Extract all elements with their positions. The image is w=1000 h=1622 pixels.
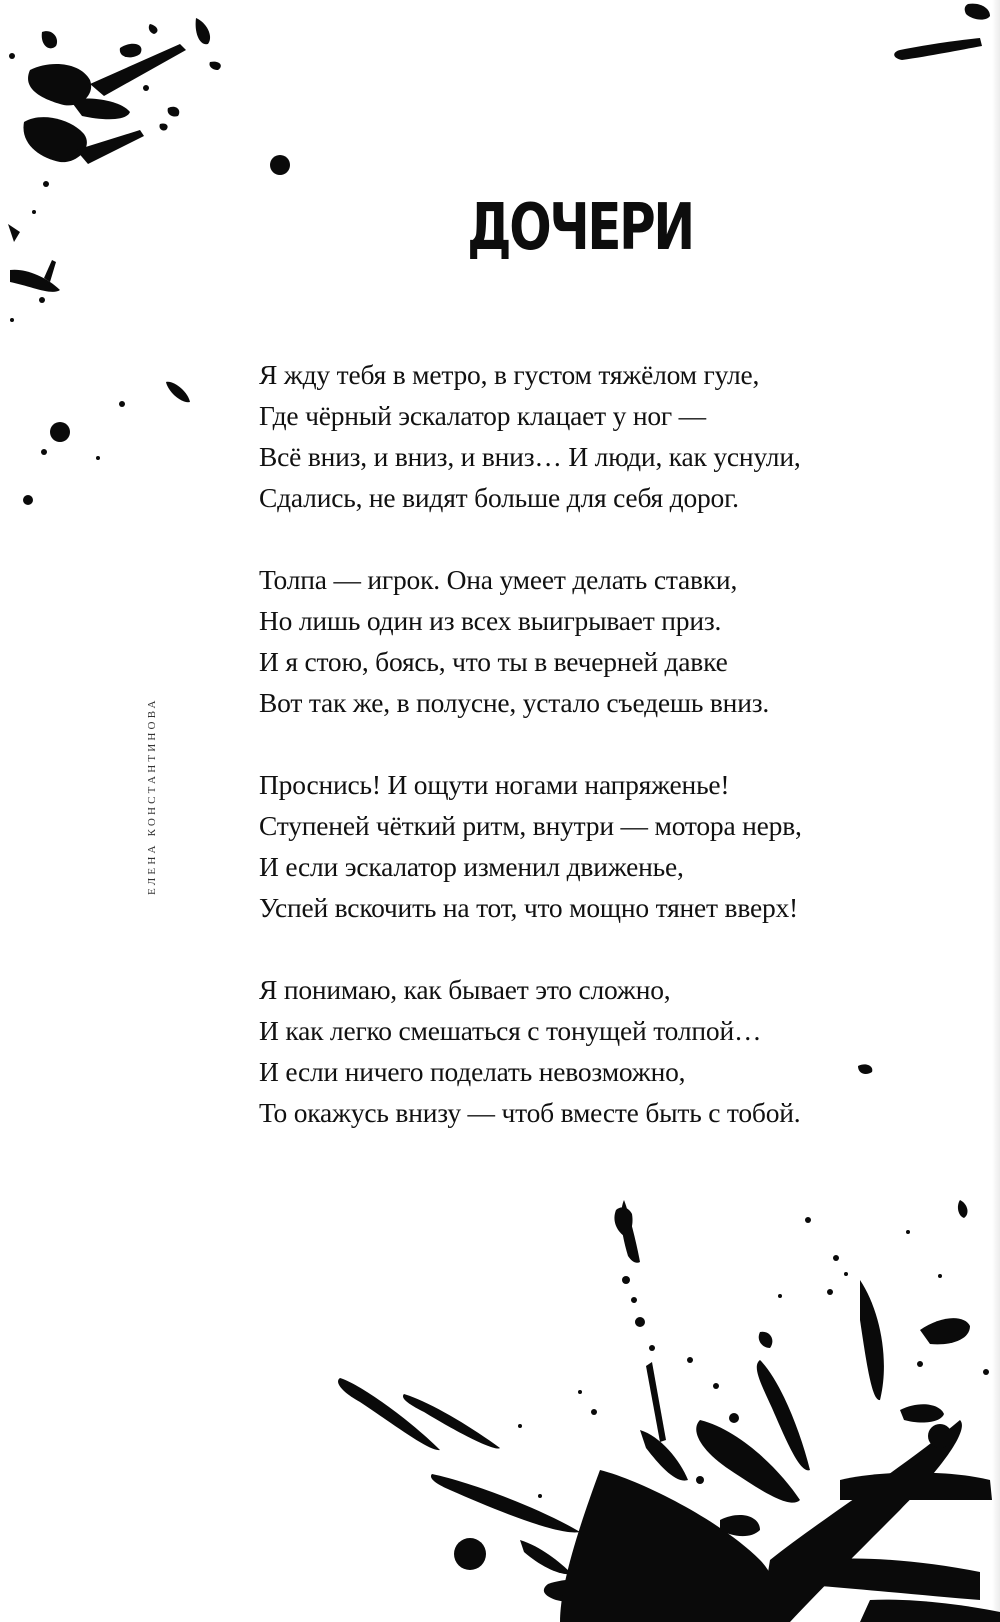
poem-line: Но лишь один из всех выигрывает приз. — [259, 605, 722, 636]
stanza-3 — [259, 764, 959, 928]
stanza-1 — [259, 354, 959, 518]
poem-line: Я жду тебя в метро, в густом тяжёлом гуле, — [259, 359, 760, 390]
poem-line: И как легко смешаться с тонущей толпой… — [259, 1015, 762, 1046]
poem-line: Проснись! И ощути ногами напряженье! — [259, 769, 730, 800]
poem-body — [259, 354, 959, 1174]
poem-line: То окажусь внизу — чтоб вместе быть с тобой. — [259, 1097, 801, 1128]
poem-line: И если ничего поделать невозможно, — [259, 1056, 686, 1087]
poem-title: ДОЧЕРИ — [467, 191, 693, 265]
poem-line: Где чёрный эскалатор клацает у ног — — [259, 400, 706, 431]
poem-line: Я понимаю, как бывает это сложно, — [259, 974, 671, 1005]
poem-line: Толпа — игрок. Она умеет делать ставки, — [259, 564, 738, 595]
poem-line: Вот так же, в полусне, устало съедешь вниз. — [259, 687, 770, 718]
poem-line: Ступеней чёткий ритм, внутри — мотора нерв, — [259, 810, 802, 841]
poem-line: Всё вниз, и вниз, и вниз… И люди, как уснули, — [259, 441, 801, 472]
poem-line: И если эскалатор изменил движенье, — [259, 851, 684, 882]
stanza-2 — [259, 559, 959, 723]
poem-line: Успей вскочить на тот, что мощно тянет вверх! — [259, 892, 799, 923]
poem-line: Сдались, не видят больше для себя дорог. — [259, 482, 739, 513]
author-name-vertical: ЕЛЕНА КОНСТАНТИНОВА — [146, 697, 158, 895]
poem-line: И я стою, боясь, что ты в вечерней давке — [259, 646, 728, 677]
stanza-4 — [259, 969, 959, 1133]
